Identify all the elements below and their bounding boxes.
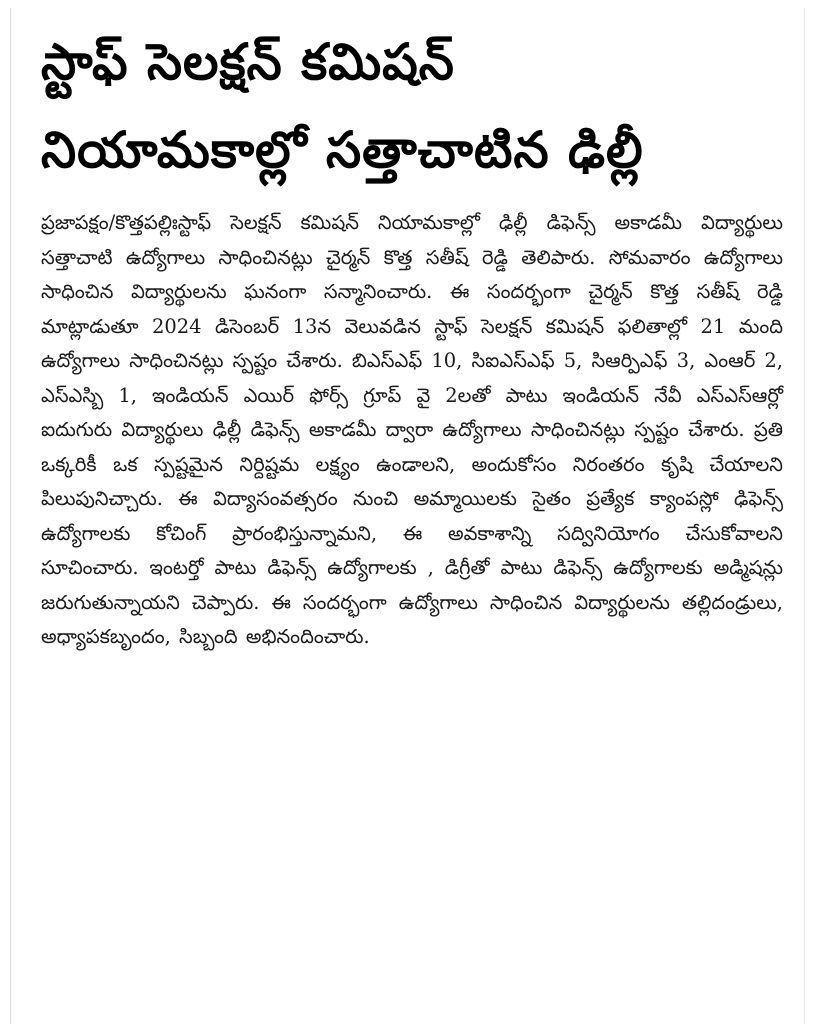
article-headline — [41, 18, 781, 194]
newspaper-clipping — [10, 8, 805, 1024]
article-body: ప్రజాపక్షం/కొత్తపల్లిఃస్టాఫ్ సెలక్షన్ కమిషన్ నియామకాల్లో ఢిల్లీ డిఫెన్స్ అకాడమీ విద్యార్థులు సత్తాచాటి ఉద్యోగాలు సాధించినట్లు చైర్మన్ కొత్త సతీష్ రెడ్డి తెలిపారు. సోమవారం ఉద్యోగాలు సాధించిన విద్యార్థులను ఘనంగా సన్మానించారు. ఈ సందర్భంగా చైర్మన్ కొత్త సతీష్ రెడ్డి మాట్లాడుతూ 2024 డిసెంబర్ 13న వెలువడిన స్టాఫ్ సెలక్షన్ కమిషన్ ఫలితాల్లో 21 మంది ఉద్యోగాలు సాధించినట్లు స్పష్టం చేశారు. బిఎస్ఎఫ్ 10, సిఐఎస్ఎఫ్ 5, సిఆర్పిఎఫ్ 3, ఎంఆర్ 2, ఎస్ఎస్బి 1, ఇండియన్ ఎయిర్ ఫోర్స్ గ్రూప్ వై 2లతో పాటు ఇండియన్ నేవీ ఎస్ఎస్ఆర్లో ఐదుగురు విద్యార్థులు ఢిల్లీ డిఫెన్స్ అకాడమీ ద్వారా ఉద్యోగాలు సాధించినట్లు స్పష్టం చేశారు. ప్రతి ఒక్కరికీ ఒక స్పష్టమైన నిర్దిష్టమ లక్ష్యం ఉండాలని, అందుకోసం నిరంతరం కృషి చేయాలని పిలుపునిచ్చారు. ఈ విద్యాసంవత్సరం నుంచి అమ్మాయిలకు సైతం ప్రత్యేక క్యాంపస్లో ఢిఫెన్స్ ఉద్యోగాలకు కోచింగ్ ప్రారంభిస్తున్నామని, ఈ అవకాశాన్ని సద్వినియోగం చేసుకోవాలని సూచించారు. ఇంటర్తో పాటు డిఫెన్స్ ఉద్యోగాలకు , డిగ్రీతో పాటు డిఫెన్స్ ఉద్యోగాలకు అడ్మిషన్లు జరుగుతున్నాయని చెప్పారు. ఈ సందర్భంగా ఉద్యోగాలు సాధించిన విద్యార్థులను తల్లిదండ్రులు, అధ్యాపకబృందం, సిబ్బంది అభినందించారు. — [41, 211, 783, 648]
headline-line-1: స్టాఫ్ సెలక్షన్ కమిషన్ — [41, 33, 455, 91]
headline-line-2: నియామకాల్లో సత్తాచాటిన ఢిల్లీ — [41, 121, 644, 179]
